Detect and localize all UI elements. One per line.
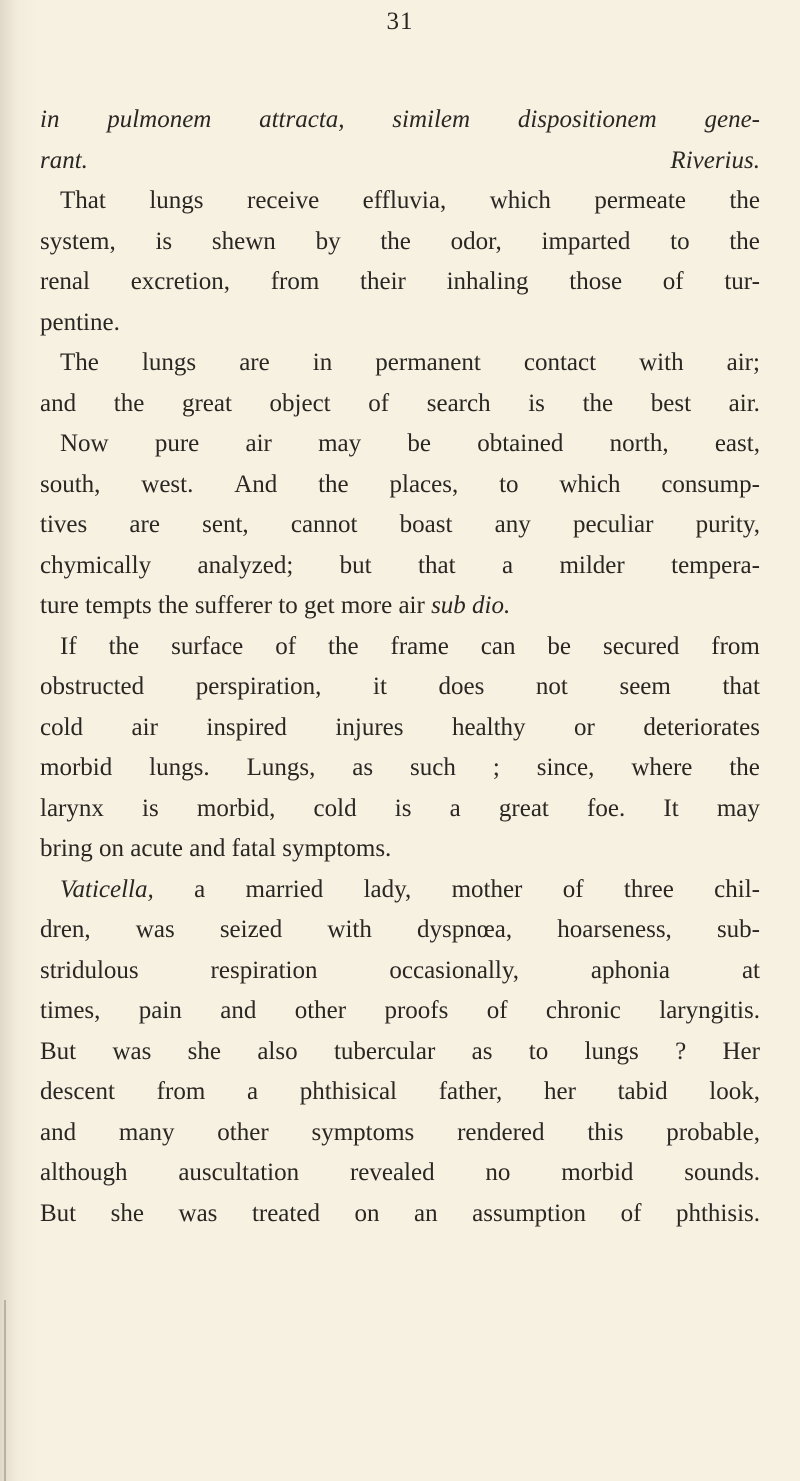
word: also [257, 1037, 298, 1065]
word: tabid [617, 1078, 668, 1105]
word: three [623, 875, 674, 903]
text-line [40, 829, 760, 870]
word: lady, [363, 875, 412, 903]
word: inspired [206, 713, 287, 741]
word: purity, [695, 511, 760, 538]
text-line [40, 586, 760, 627]
text-line [40, 303, 760, 344]
word: morbid [561, 1159, 634, 1186]
word: milder [559, 551, 625, 579]
word: similem [392, 106, 471, 133]
word: father, [438, 1078, 503, 1105]
word: lungs [149, 187, 204, 214]
word: The [60, 349, 99, 376]
text-fragment: ture tempts the sufferer to get more air [40, 592, 432, 619]
word: a [501, 551, 514, 579]
word: obtained [477, 430, 564, 457]
word: west. [141, 470, 194, 498]
word: which [489, 187, 551, 214]
word: in [312, 349, 333, 376]
word: to [670, 227, 690, 255]
word: phthisical [299, 1078, 398, 1105]
word: is [394, 794, 412, 822]
word: morbid, [196, 794, 276, 822]
word: sounds. [684, 1159, 760, 1186]
word: And [234, 470, 278, 498]
word: or [574, 713, 595, 741]
word: with [327, 916, 372, 943]
word: the [328, 632, 359, 660]
word: deteriorates [643, 713, 760, 741]
text-line [40, 951, 760, 992]
word: cold [40, 713, 84, 741]
word: to [528, 1037, 549, 1065]
text-line [40, 546, 760, 587]
page-number: 31 [386, 8, 414, 35]
word: treated [251, 1199, 320, 1227]
text-line [40, 424, 760, 465]
word: consump- [661, 470, 760, 498]
word: is [528, 389, 545, 417]
word: But [40, 1199, 77, 1227]
word: air [245, 430, 272, 457]
word: but [339, 551, 372, 579]
text-fragment: rant. [40, 146, 88, 174]
word: cold [313, 794, 357, 822]
word: places, [389, 470, 459, 498]
word: symptoms [311, 1118, 415, 1146]
word: was [112, 1037, 152, 1065]
word: lungs. [149, 754, 210, 781]
text-line [40, 222, 760, 263]
text-fragment: sub dio. [431, 592, 511, 619]
word: look, [709, 1078, 760, 1105]
text-line [40, 708, 760, 749]
word: be [547, 632, 572, 660]
word: receive [247, 187, 320, 214]
word: Vaticella, [60, 875, 154, 903]
text-line [40, 627, 760, 668]
word: other [294, 997, 347, 1024]
word: lungs [141, 349, 197, 376]
word: revealed [349, 1159, 435, 1186]
word: But [40, 1037, 77, 1065]
word: descent [40, 1078, 115, 1105]
word: as [352, 754, 374, 781]
word: surface [171, 632, 244, 660]
word: of [562, 875, 584, 903]
word: frame [390, 632, 449, 660]
word: from [270, 268, 320, 295]
text-line [40, 870, 760, 911]
word: from [711, 632, 760, 660]
body-text [40, 100, 760, 1234]
word: stridulous [40, 956, 139, 984]
word: air. [728, 389, 760, 417]
word: permanent [375, 349, 481, 376]
word: tempera- [671, 551, 760, 579]
word: great [181, 389, 232, 417]
word: to [499, 470, 519, 498]
word: object [269, 389, 331, 417]
word: permeate [594, 187, 686, 214]
word: effluvia, [362, 187, 447, 214]
word: assumption [472, 1199, 587, 1227]
word: of [275, 632, 297, 660]
word: sub- [716, 916, 760, 943]
word: cannot [290, 511, 358, 538]
word: is [142, 794, 159, 822]
word: tubercular [333, 1037, 436, 1065]
word: inhaling [446, 268, 529, 295]
word: with [639, 349, 684, 376]
word: lungs [584, 1037, 639, 1065]
word: that [722, 673, 760, 700]
word: tur- [724, 268, 760, 295]
word: was [135, 916, 175, 943]
page-edge-shadow [4, 1300, 6, 1481]
word: proofs [384, 997, 449, 1024]
word: times, [40, 997, 101, 1024]
text-line [40, 789, 760, 830]
text-line [40, 910, 760, 951]
word: is [155, 227, 173, 255]
text-line [40, 1032, 760, 1073]
word: of [620, 1199, 642, 1227]
word: the [113, 389, 145, 417]
word: tives [40, 511, 88, 538]
word: those [569, 268, 623, 295]
text-fragment: bring on acute and fatal symptoms. [40, 835, 392, 862]
word: analyzed; [197, 551, 294, 579]
text-line [40, 505, 760, 546]
word: pure [154, 430, 200, 457]
word: larynx [40, 794, 104, 822]
word: does [438, 673, 485, 700]
word: may [716, 794, 760, 822]
word: may [318, 430, 362, 457]
word: seem [619, 673, 671, 700]
word: south, [40, 470, 101, 498]
word: pulmonem [107, 106, 212, 133]
word: respiration [210, 956, 318, 984]
word: at [741, 956, 760, 984]
word: of [486, 997, 508, 1024]
text-fragment: Riverius. [670, 146, 760, 174]
word: and [40, 389, 77, 417]
word: It [663, 794, 679, 822]
word: air; [726, 349, 760, 376]
word: on [354, 1199, 380, 1227]
word: auscultation [178, 1159, 300, 1186]
word: phthisis. [675, 1199, 760, 1227]
text-line [40, 667, 760, 708]
word: pain [138, 997, 182, 1024]
word: air [131, 713, 158, 741]
text-line [40, 465, 760, 506]
word: laryngitis. [659, 997, 760, 1024]
word: can [480, 632, 516, 660]
word: an [414, 1199, 438, 1227]
word: Her [722, 1037, 760, 1065]
text-line [40, 1153, 760, 1194]
word: are [239, 349, 270, 376]
word: the [729, 227, 760, 255]
word: best [650, 389, 692, 417]
word: contact [523, 349, 597, 376]
word: that [418, 551, 456, 579]
word: their [360, 268, 406, 295]
word: of [368, 389, 390, 417]
text-line [40, 343, 760, 384]
word: seized [219, 916, 283, 943]
word: was [178, 1199, 218, 1227]
word: ? [675, 1037, 687, 1065]
word: where [631, 754, 693, 781]
word: the [729, 187, 760, 214]
word: and [220, 997, 257, 1024]
word: aphonia [590, 956, 671, 984]
word: no [485, 1159, 511, 1186]
word: shewn [211, 227, 276, 255]
word: although [40, 1159, 128, 1186]
text-fragment: pentine. [40, 308, 120, 336]
word: system, [40, 227, 116, 255]
word: perspiration, [195, 673, 322, 700]
word: by [315, 227, 341, 255]
word: this [587, 1118, 624, 1146]
word: many [118, 1118, 175, 1146]
text-line [40, 1072, 760, 1113]
word: sent, [202, 511, 249, 538]
word: morbid [40, 754, 113, 781]
word: probable, [666, 1118, 760, 1146]
word: it [373, 673, 387, 700]
word: hoarseness, [557, 916, 672, 943]
word: and [40, 1118, 77, 1146]
word: chronic [545, 997, 621, 1024]
word: such [410, 754, 456, 781]
text-line [40, 991, 760, 1032]
word: she [110, 1199, 144, 1227]
word: any [494, 511, 531, 538]
text-line [40, 748, 760, 789]
word: her [543, 1078, 576, 1105]
word: be [407, 430, 431, 457]
word: a [194, 875, 206, 903]
text-line [40, 1194, 760, 1235]
text-line [40, 100, 760, 141]
word: obstructed [40, 673, 145, 700]
word: north, [609, 430, 669, 457]
word: chymically [40, 551, 152, 579]
word: foe. [587, 794, 626, 822]
word: other [217, 1118, 269, 1146]
text-line [40, 262, 760, 303]
text-line [40, 1113, 760, 1154]
word: not [535, 673, 568, 700]
word: attracta, [259, 106, 345, 133]
word: the [318, 470, 349, 498]
word: from [156, 1078, 206, 1105]
word: imparted [541, 227, 631, 255]
text-line [40, 141, 760, 182]
word: ; [492, 754, 500, 781]
word: in [40, 106, 60, 133]
word: injures [335, 713, 404, 741]
word: a [449, 794, 461, 822]
word: the [380, 227, 411, 255]
word: excretion, [130, 268, 230, 295]
word: boast [399, 511, 453, 538]
word: renal [40, 268, 90, 295]
word: occasionally, [389, 956, 519, 984]
word: search [426, 389, 491, 417]
word: healthy [451, 713, 526, 741]
word: dren, [40, 916, 91, 943]
word: married [245, 875, 324, 903]
word: Now [60, 430, 109, 457]
word: dispositionem [517, 106, 657, 133]
word: Lungs, [246, 754, 316, 781]
word: are [129, 511, 160, 538]
word: dyspnœa, [416, 916, 513, 943]
word: the [582, 389, 614, 417]
text-line [40, 181, 760, 222]
word: odor, [450, 227, 502, 255]
word: chil- [714, 875, 760, 903]
word: great [498, 794, 549, 822]
word: the [108, 632, 140, 660]
word: If [60, 632, 77, 660]
word: peculiar [572, 511, 654, 538]
word: of [662, 268, 684, 295]
text-line [40, 384, 760, 425]
word: she [187, 1037, 221, 1065]
word: east, [714, 430, 760, 457]
word: secured [602, 632, 680, 660]
word: since, [536, 754, 595, 781]
word: gene- [704, 106, 760, 133]
word: rendered [457, 1118, 545, 1146]
word: as [471, 1037, 493, 1065]
word: which [559, 470, 621, 498]
word: That [60, 187, 106, 214]
word: the [729, 754, 760, 781]
word: mother [451, 875, 523, 903]
word: a [246, 1078, 259, 1105]
